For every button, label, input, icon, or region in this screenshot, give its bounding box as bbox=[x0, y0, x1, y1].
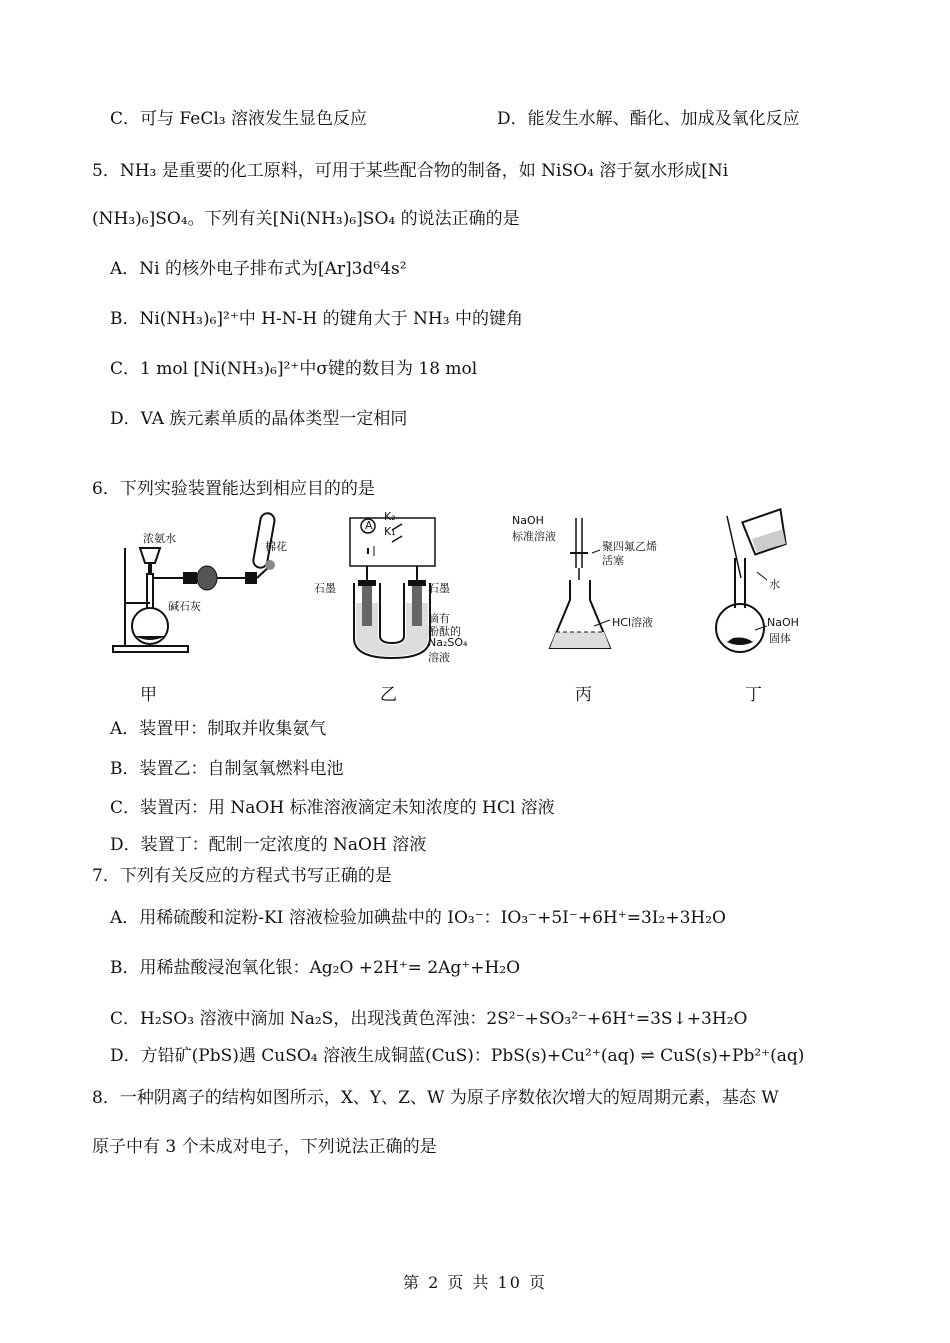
q5-option-d: D．VA 族元素单质的晶体类型一定相同 bbox=[110, 409, 408, 429]
figure-yi-caption: 乙 bbox=[380, 685, 397, 705]
figure-ding-label-naoh: NaOH bbox=[767, 616, 799, 629]
figure-yi-label-k1: K₁ bbox=[384, 525, 396, 538]
figure-yi-label-ammeter: A bbox=[365, 519, 373, 532]
figure-bing-label-standard: 标准溶液 bbox=[512, 530, 556, 543]
figure-jia-label-ammonia: 浓氨水 bbox=[143, 532, 176, 545]
page-footer: 第 2 页 共 10 页 bbox=[403, 1273, 547, 1292]
q6-option-b: B．装置乙：自制氢氧燃料电池 bbox=[110, 759, 344, 779]
q7-option-c: C．H₂SO₃ 溶液中滴加 Na₂S，出现浅黄色浑浊：2S²⁻+SO₃²⁻+6H⁺=3S↓+3H₂O bbox=[110, 1009, 748, 1029]
figure-bing-label-naoh: NaOH bbox=[512, 514, 544, 527]
q5-stem-line-1: 5．NH₃ 是重要的化工原料，可用于某些配合物的制备，如 NiSO₄ 溶于氨水形成[Ni bbox=[92, 161, 729, 181]
figure-yi-label-solution-3: Na₂SO₄ bbox=[428, 636, 468, 649]
figure-bing-label-hcl: HCl溶液 bbox=[612, 616, 654, 629]
q7-stem: 7．下列有关反应的方程式书写正确的是 bbox=[92, 866, 392, 886]
figure-jia-label-soda-lime: 碱石灰 bbox=[168, 600, 201, 613]
figure-ding-label-solid: 固体 bbox=[769, 632, 791, 645]
figure-jia-label-cotton: 棉花 bbox=[265, 540, 287, 553]
figure-yi-label-solution-2: 酚酞的 bbox=[428, 625, 461, 638]
q6-stem: 6．下列实验装置能达到相应目的的是 bbox=[92, 479, 375, 499]
q8-stem-line-2: 原子中有 3 个未成对电子，下列说法正确的是 bbox=[92, 1137, 437, 1157]
q5-stem-line-2: (NH₃)₆]SO₄。下列有关[Ni(NH₃)₆]SO₄ 的说法正确的是 bbox=[92, 209, 520, 229]
q6-option-c: C．装置丙：用 NaOH 标准溶液滴定未知浓度的 HCl 溶液 bbox=[110, 798, 555, 818]
q5-option-c: C．1 mol [Ni(NH₃)₆]²⁺中σ键的数目为 18 mol bbox=[110, 359, 478, 379]
figure-ding-caption: 丁 bbox=[745, 685, 762, 705]
figure-bing-apparatus bbox=[510, 508, 690, 668]
q5-option-b: B．Ni(NH₃)₆]²⁺中 H-N-H 的键角大于 NH₃ 中的键角 bbox=[110, 309, 523, 329]
q7-option-b: B．用稀盐酸浸泡氧化银：Ag₂O +2H⁺= 2Ag⁺+H₂O bbox=[110, 958, 521, 978]
figure-ding-apparatus bbox=[705, 508, 825, 668]
q5-option-a: A．Ni 的核外电子排布式为[Ar]3d⁶4s² bbox=[110, 259, 407, 279]
figure-yi-label-solution-4: 溶液 bbox=[428, 651, 450, 664]
figure-jia-apparatus bbox=[105, 508, 305, 668]
figure-jia-caption: 甲 bbox=[140, 685, 157, 705]
figure-yi-label-graphite-right: 石墨 bbox=[428, 582, 450, 595]
figure-yi-label-k2: K₂ bbox=[384, 510, 396, 523]
figure-yi-apparatus bbox=[310, 508, 470, 668]
q7-option-a: A．用稀硫酸和淀粉-KI 溶液检验加碘盐中的 IO₃⁻：IO₃⁻+5I⁻+6H⁺=3I₂+3H₂O bbox=[110, 908, 726, 928]
q6-option-a: A．装置甲：制取并收集氨气 bbox=[110, 719, 327, 739]
q7-option-d: D．方铅矿(PbS)遇 CuSO₄ 溶液生成铜蓝(CuS)：PbS(s)+Cu²⁺(aq) ⇌ CuS(s)+Pb²⁺(aq) bbox=[110, 1046, 805, 1066]
figure-yi-label-graphite-left: 石墨 bbox=[314, 582, 336, 595]
q8-stem-line-1: 8．一种阴离子的结构如图所示，X、Y、Z、W 为原子序数依次增大的短周期元素，基态 W bbox=[92, 1088, 779, 1108]
q4-option-c: C．可与 FeCl₃ 溶液发生显色反应 bbox=[110, 109, 367, 129]
figure-yi-label-solution-1: 滴有 bbox=[428, 612, 450, 625]
q6-option-d: D．装置丁：配制一定浓度的 NaOH 溶液 bbox=[110, 835, 427, 855]
figure-bing-caption: 丙 bbox=[575, 685, 592, 705]
q4-option-d: D．能发生水解、酯化、加成及氧化反应 bbox=[497, 109, 800, 129]
figure-bing-label-ptfe: 聚四氟乙烯 bbox=[602, 540, 657, 553]
figure-bing-label-valve: 活塞 bbox=[602, 554, 624, 567]
figure-ding-label-water: 水 bbox=[769, 578, 780, 591]
